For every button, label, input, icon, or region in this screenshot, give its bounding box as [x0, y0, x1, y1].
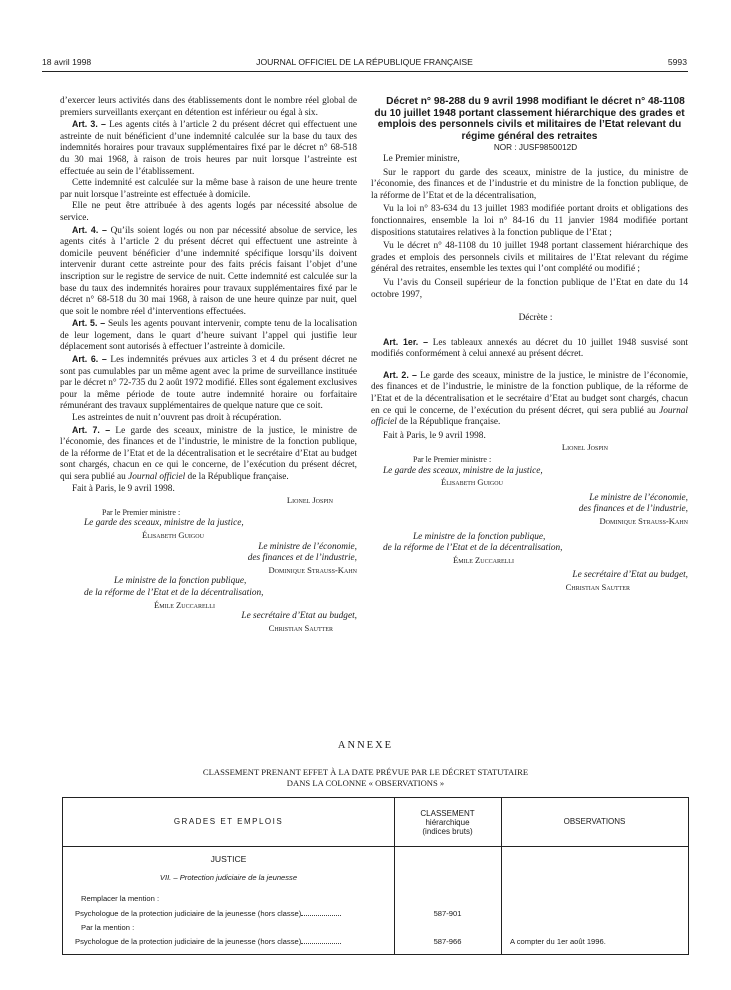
column-header-line: (indices bruts) — [422, 827, 473, 836]
decree-title: Décret n° 98-288 du 9 avril 1998 modifiant le décret n° 48-1108 du 10 juillet 1948 portant classement hiérarchique des grades et emplois des personnels civils et militaires de l’Etat relevant du régime général des retraites — [374, 96, 685, 142]
header-journal-title: JOURNAL OFFICIEL DE LA RÉPUBLIQUE FRANÇAISE — [256, 57, 473, 67]
decrete-heading: Décrète : — [518, 313, 553, 324]
journal-name: Journal officiel — [371, 405, 688, 428]
article-1 — [371, 337, 688, 361]
journal-name: Journal officiel — [128, 472, 186, 482]
signatory-title: Le ministre de l’économie, — [258, 541, 357, 552]
article-label: Art. 6. – — [72, 354, 107, 365]
paragraph: Vu le décret n° 48-1108 du 10 juillet 1948 portant classement hiérarchique des grades et emplois des personnels civils et militaires de l’Etat relevant du régime général des retraites, ensemble les textes qui l’ont complété ou modifié ; — [371, 241, 688, 275]
signature-intro: Par le Premier ministre : — [413, 455, 492, 465]
nor-reference: NOR : JUSF9850012D — [493, 143, 578, 153]
column-header-classement — [394, 809, 501, 836]
annexe-table — [62, 797, 689, 955]
signatory-name: Christian Sautter — [268, 622, 333, 633]
right-column — [371, 96, 688, 594]
article-2 — [371, 370, 688, 429]
table-row-label — [75, 909, 387, 918]
article-text: Les indemnités prévues aux articles 3 et 4 du présent décret ne sont pas cumulables par un même agent avec la prime de surveillance instituée par le décret n° 72-735 du 2 août 1972 modifié. Elles sont également exclusives pour la même période de toute autre indemnité horaire ou forfaitaire rémunérant des travaux supplémentaires de quelque nature que ce soit. — [60, 355, 358, 412]
article-4 — [60, 225, 357, 319]
signatory-title: Le secrétaire d’Etat au budget, — [241, 611, 357, 622]
annexe-subtitle — [0, 767, 731, 788]
article-text: Qu’ils soient logés ou non par nécessité absolue de service, les agents cités à l’article 2 du présent décret qui effectuent une astreinte à domicile peuvent bénéficier d’une indemnité spécifique lorsqu’ils doivent intervenir durant cette astreinte pour des faits précis faisant l’objet d’une inscription sur le registre de service de nuit. Cette indemnité est calculée sur la base du taux des indemnités horaires pour travaux supplémentaires fixé par le décret n° 68-518 du 30 mai 1968, à raison de une heure quinze par nuit, quel que soit le nombre réel d’interventions effectuées. — [60, 225, 357, 317]
article-text: Seuls les agents pouvant intervenir, compte tenu de la localisation de leur logement, dans le quart d’heure suivant l’appel qui justifie leur déplacement sont autorisés à effectuer l’astreinte à domicile. — [60, 319, 357, 353]
signatory-name: Dominique Strauss-Kahn — [599, 516, 688, 526]
signatory-name: Dominique Strauss-Kahn — [268, 564, 357, 575]
header-rule — [42, 71, 688, 72]
article-text: Le garde des sceaux, ministre de la justice, le ministre de l’économie, des finances et de l’industrie, le ministre de la fonction publique, de la réforme de l’Etat et de la décentralisation et le secrétaire d’Etat au budget sont chargés, chacun en ce qui le concerne, de l’exécution du présent décret, qui sera publié au — [371, 370, 688, 416]
signatory-name: Christian Sautter — [565, 581, 630, 592]
table-cell-index: 587-966 — [433, 937, 462, 946]
page-header — [42, 57, 687, 71]
grade-name: Psychologue de la protection judiciaire de la jeunesse (hors classe) — [75, 937, 302, 946]
article-text: de la République française. — [396, 417, 501, 428]
column-header-observations: OBSERVATIONS — [563, 817, 626, 826]
article-label: Art. 5. – — [72, 318, 106, 329]
subsection-heading: VII. – Protection judiciaire de la jeunesse — [159, 873, 298, 882]
paragraph: Elle ne peut être attribuée à des agents logés par nécessité absolue de service. — [60, 201, 357, 223]
grade-name: Psychologue de la protection judiciaire de la jeunesse (hors classe) — [75, 909, 302, 918]
header-date: 18 avril 1998 — [42, 57, 92, 67]
paragraph: Cette indemnité est calculée sur la même base à raison de une heure trente par nuit lorsque l’astreinte est effectuée à domicile. — [60, 178, 357, 200]
article-label: Art. 2. – — [383, 369, 417, 380]
header-divider — [63, 846, 688, 847]
signatory-title: Le ministre de la fonction publique, — [114, 576, 247, 587]
signatory-title: de la réforme de l’Etat et de la décentralisation, — [383, 543, 563, 554]
table-cell-index: 587-901 — [433, 909, 462, 918]
signatory-title: Le garde des sceaux, ministre de la justice, — [84, 518, 244, 529]
annexe-title: ANNEXE — [337, 740, 394, 751]
signatory-title: de la réforme de l’Etat et de la décentralisation, — [84, 587, 264, 598]
header-page-number: 5993 — [667, 57, 687, 67]
paragraph: Vu l’avis du Conseil supérieur de la fonction publique de l’Etat en date du 14 octobre 1997, — [371, 277, 688, 300]
instruction-label: Par la mention : — [81, 923, 135, 932]
signatory-title: des finances et de l’industrie, — [578, 504, 688, 515]
table-cell-observation: A compter du 1er août 1996. — [510, 937, 606, 946]
column-header-line: CLASSEMENT — [420, 809, 475, 818]
article-label: Art. 3. – — [72, 119, 106, 130]
table-row-label — [75, 937, 387, 946]
signing-place-date: Fait à Paris, le 9 avril 1998. — [383, 430, 486, 441]
signatory-title: Le ministre de la fonction publique, — [413, 531, 546, 542]
signatory-name: Lionel Jospin — [561, 442, 608, 453]
article-7 — [60, 425, 357, 484]
signature-intro: Par le Premier ministre : — [102, 507, 181, 517]
paragraph: Sur le rapport du garde des sceaux, ministre de la justice, du ministre de l’économie, des finances et de l’industrie et du ministre de la fonction publique, de la réforme de l’Etat et de la décentralisation, — [371, 167, 688, 201]
signatory-name: Émile Zuccarelli — [154, 599, 215, 610]
column-header-grades: GRADES ET EMPLOIS — [173, 817, 284, 826]
signatory-title: Le garde des sceaux, ministre de la justice, — [383, 465, 543, 476]
article-text: de la République française. — [185, 472, 289, 482]
annexe-subtitle-line: CLASSEMENT PRENANT EFFET À LA DATE PRÉVUE PAR LE DÉCRET STATUTAIRE — [202, 767, 529, 777]
paragraph: Les astreintes de nuit n’ouvrent pas droit à récupération. — [72, 413, 282, 424]
signatory-title: Le ministre de l’économie, — [589, 492, 688, 503]
article-3 — [60, 119, 357, 178]
signing-place-date: Fait à Paris, le 9 avril 1998. — [72, 483, 175, 494]
article-label: Art. 7. – — [72, 424, 111, 435]
left-column — [60, 96, 357, 634]
signatory-title: Le secrétaire d’Etat au budget, — [572, 570, 688, 581]
leader-dots — [301, 915, 341, 916]
paragraph: d’exercer leurs activités dans des établissements dont le nombre réel global de premiers surveillants exerçant en détention est inférieur ou égal à six. — [60, 96, 357, 118]
article-6 — [60, 354, 357, 413]
section-heading: JUSTICE — [210, 854, 247, 864]
signatory-name: Élisabeth Guigou — [142, 529, 204, 540]
article-label: Art. 4. – — [72, 224, 107, 235]
article-label: Art. 1er. – — [383, 336, 428, 347]
column-header-line: hiérarchique — [425, 818, 470, 827]
instruction-label: Remplacer la mention : — [81, 894, 160, 903]
paragraph: Vu la loi n° 83-634 du 13 juillet 1983 modifiée portant droits et obligations des fonctionnaires, ensemble la loi n° 84-16 du 11 janvier 1984 modifiée portant dispositions statutaires relatives à la fonction publique de l’Etat ; — [371, 204, 688, 238]
signatory-title: des finances et de l’industrie, — [247, 553, 357, 564]
leader-dots — [301, 943, 341, 944]
article-5 — [60, 318, 357, 354]
signatory-name: Émile Zuccarelli — [453, 554, 514, 565]
signatory-name: Élisabeth Guigou — [441, 477, 503, 488]
article-text: Les agents cités à l’article 2 du présent décret qui effectuent une astreinte de nuit bénéficient d’une indemnité calculée sur la base du taux des indemnités horaires pour travaux supplémentaires fixé par le décret n° 68-518 du 30 mai 1968, à raison de trois heures par nuit lorsque l’astreinte est effectuée au sein de l’établissement. — [60, 120, 357, 177]
article-text: Le garde des sceaux, ministre de la justice, le ministre de l’économie, des finances et de l’industrie, le ministre de la fonction publique, de la réforme de l’Etat et de la décentralisation et le secrétaire d’Etat au budget sont chargés, chacun en ce qui le concerne, de l’exécution du présent décret, qui sera publié au — [60, 425, 357, 482]
signatory-name: Lionel Jospin — [286, 495, 333, 506]
annexe-subtitle-line: DANS LA COLONNE « OBSERVATIONS » — [286, 777, 445, 788]
article-text: Les tableaux annexés au décret du 10 juillet 1948 susvisé sont modifiés conformément à celui annexé au présent décret. — [371, 337, 688, 360]
paragraph: Le Premier ministre, — [383, 153, 460, 164]
